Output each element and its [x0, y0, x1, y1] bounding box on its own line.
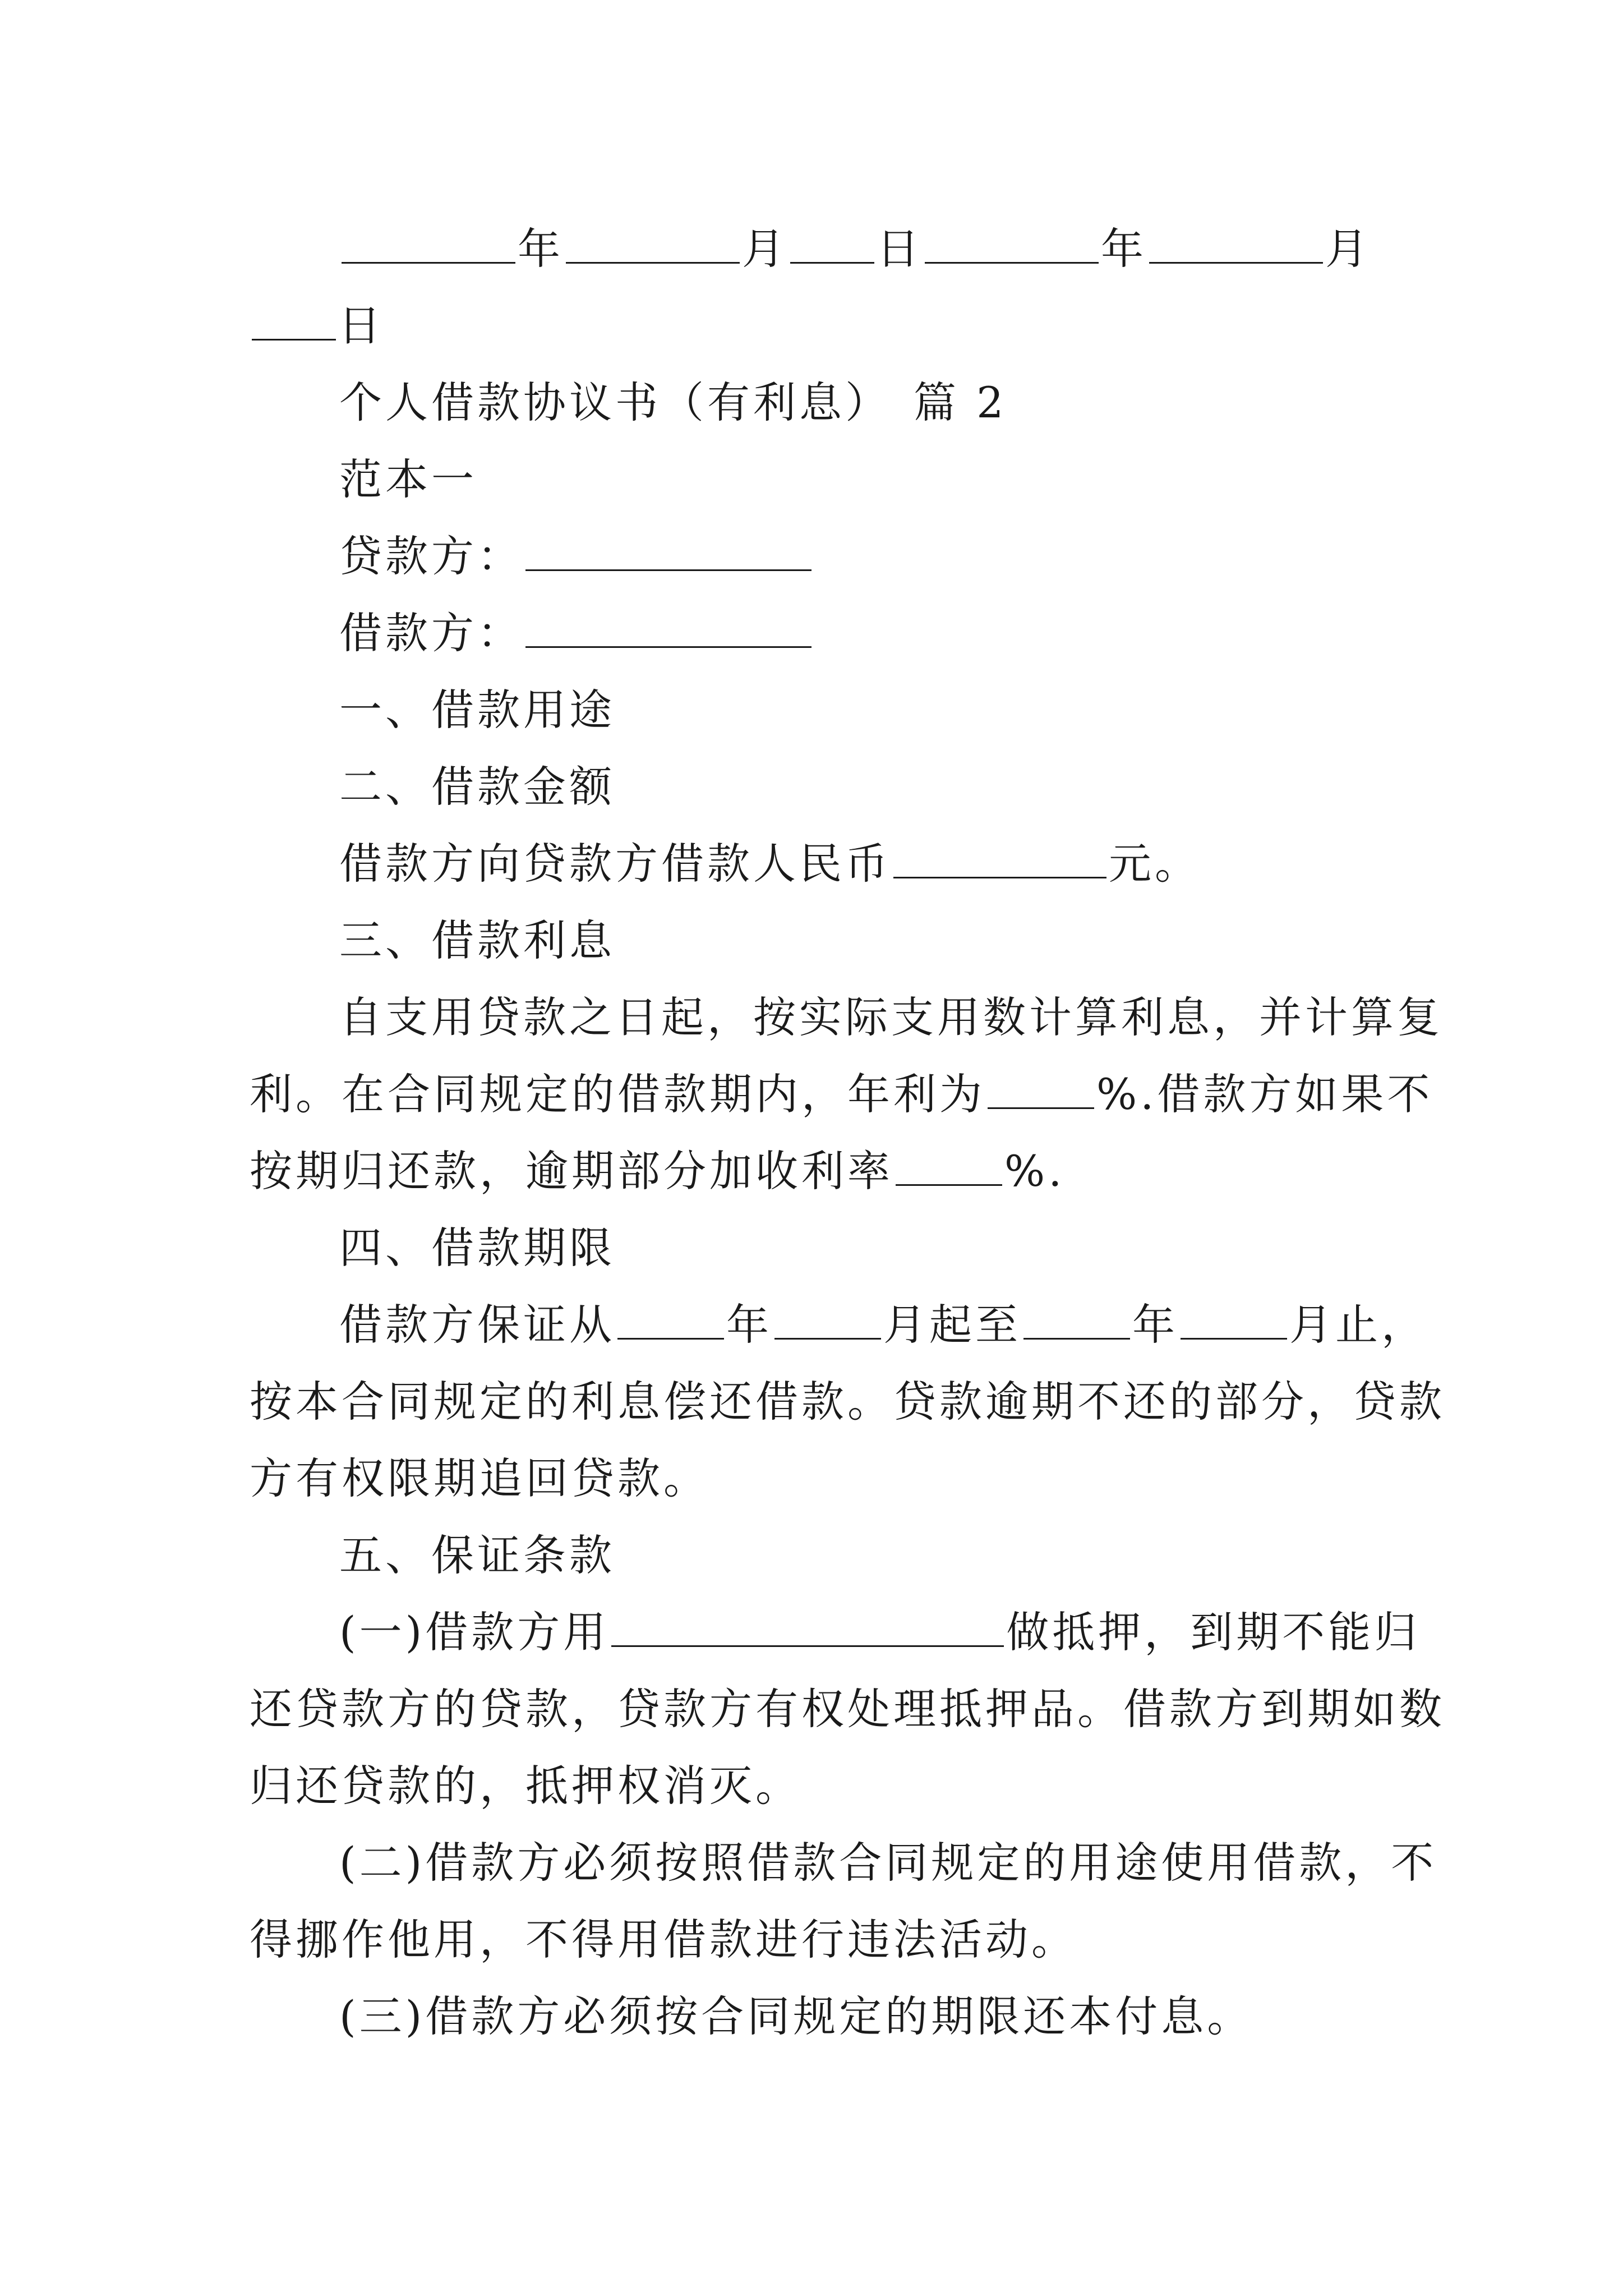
start-year-blank[interactable]	[617, 1301, 724, 1340]
collateral-blank[interactable]	[611, 1608, 1004, 1647]
end-year-label: 年	[1132, 1300, 1178, 1350]
template-name: 范本一	[339, 454, 477, 504]
overdue-rate-blank[interactable]	[896, 1147, 1002, 1186]
month-blank-1[interactable]	[566, 225, 740, 264]
lender-label: 贷款方：	[339, 531, 523, 581]
section-3-line-2	[250, 1056, 1433, 1133]
doc-title-suffix: 篇 2	[914, 378, 1007, 427]
month-label-2: 月	[1325, 224, 1371, 274]
section-5-3: (三)借款方必须按合同规定的期限还本付息。	[339, 1991, 1253, 2041]
end-year-blank[interactable]	[1023, 1301, 1130, 1340]
month-label-1: 月	[742, 224, 788, 274]
end-month-label: 月止，	[1289, 1300, 1427, 1350]
annual-rate-blank[interactable]	[988, 1070, 1094, 1109]
section-2-text-b: 元。	[1109, 839, 1201, 889]
year-label-2: 年	[1101, 224, 1147, 274]
section-4-line-1	[250, 1286, 1427, 1363]
section-5-heading: 五、保证条款	[339, 1530, 615, 1580]
month-blank-2[interactable]	[1149, 225, 1323, 264]
section-3-heading: 三、借款利息	[339, 915, 615, 965]
section-5-1-b: 做抵押，到期不能归	[1006, 1607, 1421, 1657]
section-5-1-line-3: 归还贷款的，抵押权消灭。	[250, 1761, 801, 1811]
section-3-line-2-a: 利。在合同规定的借款期内，年利为	[250, 1069, 985, 1119]
date-line-continued	[250, 287, 1385, 364]
section-2-heading: 二、借款金额	[339, 762, 615, 812]
section-5-1-line-2: 还贷款方的贷款，贷款方有权处理抵押品。借款方到期如数	[250, 1684, 1445, 1734]
day-label-2: 日	[338, 301, 384, 351]
section-3-line-3-a: 按期归还款，逾期部分加收利率	[250, 1146, 893, 1196]
day-label-1: 日	[877, 224, 923, 274]
borrower-line	[250, 595, 1385, 671]
doc-title-text: 个人借款协议书（有利息）	[339, 378, 891, 427]
section-2-text-a: 借款方向贷款方借款人民币	[339, 839, 891, 889]
borrower-blank[interactable]	[525, 609, 811, 648]
section-5-1-line-1	[250, 1594, 1421, 1671]
section-3-line-1: 自支用贷款之日起，按实际支用数计算利息，并计算复	[339, 992, 1443, 1042]
document-body	[250, 210, 1445, 2055]
section-3-line-2-b: %.借款方如果不	[1096, 1069, 1433, 1119]
section-5-2-line-2: 得挪作他用，不得用借款进行违法活动。	[250, 1915, 1077, 1964]
day-blank-1[interactable]	[790, 225, 874, 264]
year-label-1: 年	[518, 224, 564, 274]
section-3-line-3-b: %.	[1004, 1146, 1066, 1196]
lender-blank[interactable]	[525, 532, 811, 571]
section-3-line-3	[250, 1133, 1385, 1209]
section-2-text	[250, 825, 1385, 902]
doc-title	[250, 364, 1385, 441]
amount-blank[interactable]	[893, 840, 1106, 878]
lender-line	[250, 518, 1385, 595]
year-blank-1[interactable]	[342, 225, 515, 264]
year-blank-2[interactable]	[925, 225, 1099, 264]
section-4-line-1-a: 借款方保证从	[339, 1300, 615, 1350]
section-4-line-2: 按本合同规定的利息偿还借款。贷款逾期不还的部分，贷款	[250, 1377, 1445, 1427]
day-blank-2[interactable]	[252, 302, 336, 341]
section-5-1-a: (一)借款方用	[339, 1607, 610, 1657]
start-year-label: 年	[726, 1300, 772, 1350]
section-4-line-3: 方有权限期追回贷款。	[250, 1453, 709, 1503]
end-month-blank[interactable]	[1181, 1301, 1287, 1340]
section-4-heading: 四、借款期限	[339, 1223, 615, 1273]
borrower-label: 借款方：	[339, 608, 523, 658]
date-line	[250, 210, 1385, 287]
start-month-label: 月起至	[883, 1300, 1021, 1350]
section-5-2-line-1: (二)借款方必须按照借款合同规定的用途使用借款，不	[339, 1838, 1437, 1888]
start-month-blank[interactable]	[774, 1301, 881, 1340]
section-1-heading: 一、借款用途	[339, 685, 615, 735]
